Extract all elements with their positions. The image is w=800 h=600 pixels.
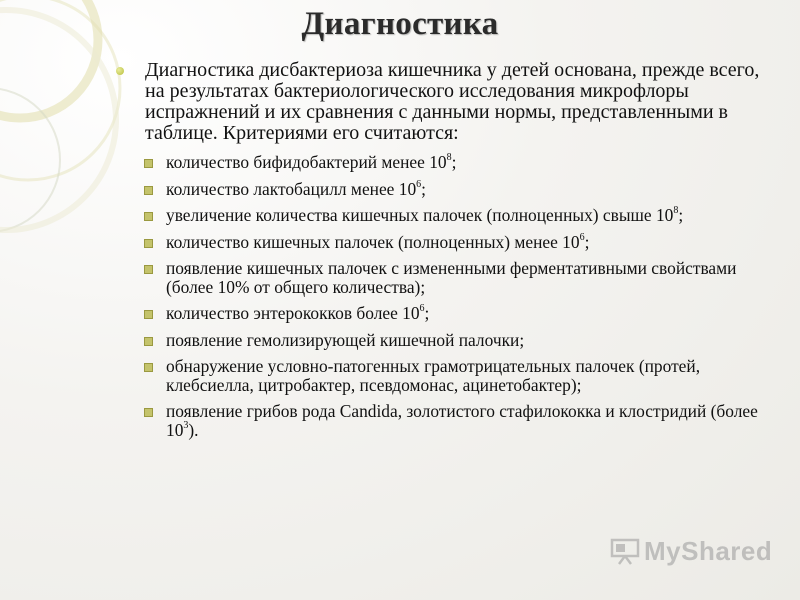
criterion-item [108,402,768,439]
criterion-text: количество бифидобактерий менее 10 [166,152,447,172]
criterion-exponent: 6 [416,178,422,190]
criterion-punctuation: ; [678,205,684,225]
criterion-text: появление грибов рода Candida, золотистого стафилококка и клостридий (более 10 [166,401,758,440]
watermark-text: MyShared [644,535,773,566]
criterion-item [108,206,768,225]
criterion-punctuation: ). [188,419,199,440]
criterion-item [108,304,768,323]
slide-title: Диагностика [301,6,499,42]
criterion-item [108,331,768,350]
criterion-item [108,259,768,296]
criterion-text: количество энтерококков более 10 [166,303,420,323]
square-bullet-icon [144,310,153,319]
criterion-text: появление гемолизирующей кишечной палочки; [166,329,525,350]
square-bullet-icon [144,265,153,274]
criterion-text: количество кишечных палочек (полноценных) менее 10 [166,231,580,252]
criterion-punctuation: ; [451,152,457,172]
square-bullet-icon [144,239,153,248]
criterion-exponent: 8 [673,205,679,217]
criterion-exponent: 6 [579,231,585,243]
criterion-item [108,180,768,199]
watermark [610,535,772,567]
presentation-screen-icon [610,537,640,565]
square-bullet-icon [144,363,153,372]
criteria-list [108,153,768,439]
criterion-exponent: 3 [183,419,189,431]
slide-content [108,60,768,447]
square-bullet-icon [144,337,153,346]
criterion-punctuation: ; [421,178,426,199]
criterion-text: появление кишечных палочек с измененными ферментативными свойствами (более 10% от общего количества); [166,258,737,297]
main-bullet-item [108,60,768,144]
criterion-punctuation: ; [424,303,430,323]
square-bullet-icon [144,186,153,195]
square-bullet-icon [144,408,153,417]
criterion-text: увеличение количества кишечных палочек (полноценных) свыше 10 [166,205,674,225]
criterion-exponent: 6 [419,303,425,315]
criterion-punctuation: ; [584,231,590,252]
bullet-dot-icon [116,67,124,75]
criterion-text: обнаружение условно-патогенных грамотрицательных палочек (протей, клебсиелла, цитробактер, псевдомонас, ацинетобактер); [166,356,701,395]
criterion-item [108,233,768,252]
square-bullet-icon [144,159,153,168]
criterion-item [108,153,768,172]
square-bullet-icon [144,212,153,221]
criterion-exponent: 8 [446,152,452,164]
criterion-item [108,357,768,394]
criterion-text: количество лактобацилл менее 10 [166,178,417,199]
main-paragraph: Диагностика дисбактериоза кишечника у детей основана, прежде всего, на результатах бактериологического исследования микрофлоры испражнений и их сравнения с данными нормы, представленными в таблице. Критериями его считаются: [145,59,760,144]
